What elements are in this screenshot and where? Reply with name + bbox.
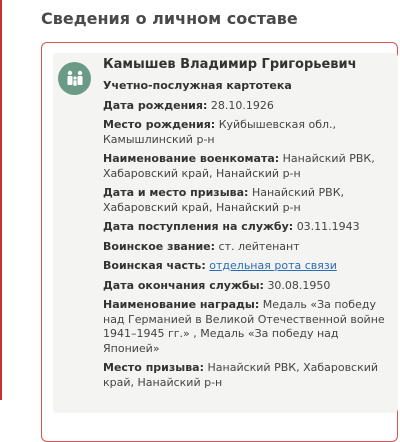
field-birth-date bbox=[103, 99, 388, 114]
field-label: Дата рождения: bbox=[103, 98, 208, 112]
field-label: Воинская часть: bbox=[103, 259, 206, 272]
field-draft-place bbox=[103, 361, 388, 390]
field-value: Нанайский РВК, Хабаровский край, Нанайский р-н bbox=[103, 186, 345, 214]
field-label: Дата окончания службы: bbox=[103, 278, 264, 292]
field-label: Воинское звание: bbox=[103, 239, 216, 253]
field-value: 30.08.1950 bbox=[267, 278, 331, 292]
person-name[interactable]: Камышев Владимир Григорьевич bbox=[103, 57, 357, 72]
field-label: Наименование награды: bbox=[103, 298, 260, 311]
family-icon bbox=[58, 62, 91, 95]
field-value: Медаль «За победу над Германией в Великой Отечественной войне 1941–1945 гг.» , Медаль «За победу над Японией» bbox=[103, 298, 385, 355]
person-details bbox=[103, 55, 388, 390]
field-draft-date-place bbox=[103, 186, 388, 215]
field-label: Наименование военкомата: bbox=[103, 152, 280, 165]
field-value: ст. лейтенант bbox=[218, 239, 300, 253]
field-service-start bbox=[103, 220, 388, 235]
section-title: Сведения о личном составе bbox=[41, 9, 298, 28]
field-value: 03.11.1943 bbox=[296, 220, 360, 233]
field-label: Дата и место призыва: bbox=[103, 186, 249, 199]
field-military-office bbox=[103, 152, 388, 181]
field-label: Дата поступления на службу: bbox=[103, 220, 294, 233]
field-label: Место рождения: bbox=[103, 118, 216, 131]
field-value: 28.10.1926 bbox=[210, 98, 274, 112]
field-label: Место призыва: bbox=[103, 361, 204, 374]
field-unit bbox=[103, 259, 388, 274]
left-accent-rule bbox=[0, 0, 2, 400]
field-value: Куйбышевская обл., Камышлинский р-н bbox=[103, 118, 337, 146]
field-service-end bbox=[103, 279, 388, 294]
field-value: Нанайский РВК, Хабаровский край, Нанайский р-н bbox=[103, 361, 379, 389]
field-value: Нанайский РВК, Хабаровский край, Нанайский р-н bbox=[103, 152, 375, 180]
field-awards bbox=[103, 298, 388, 356]
unit-link[interactable]: отдельная рота связи bbox=[209, 259, 337, 272]
field-rank bbox=[103, 240, 388, 255]
record-type: Учетно-послужная картотека bbox=[103, 79, 292, 92]
field-birth-place bbox=[103, 118, 388, 147]
